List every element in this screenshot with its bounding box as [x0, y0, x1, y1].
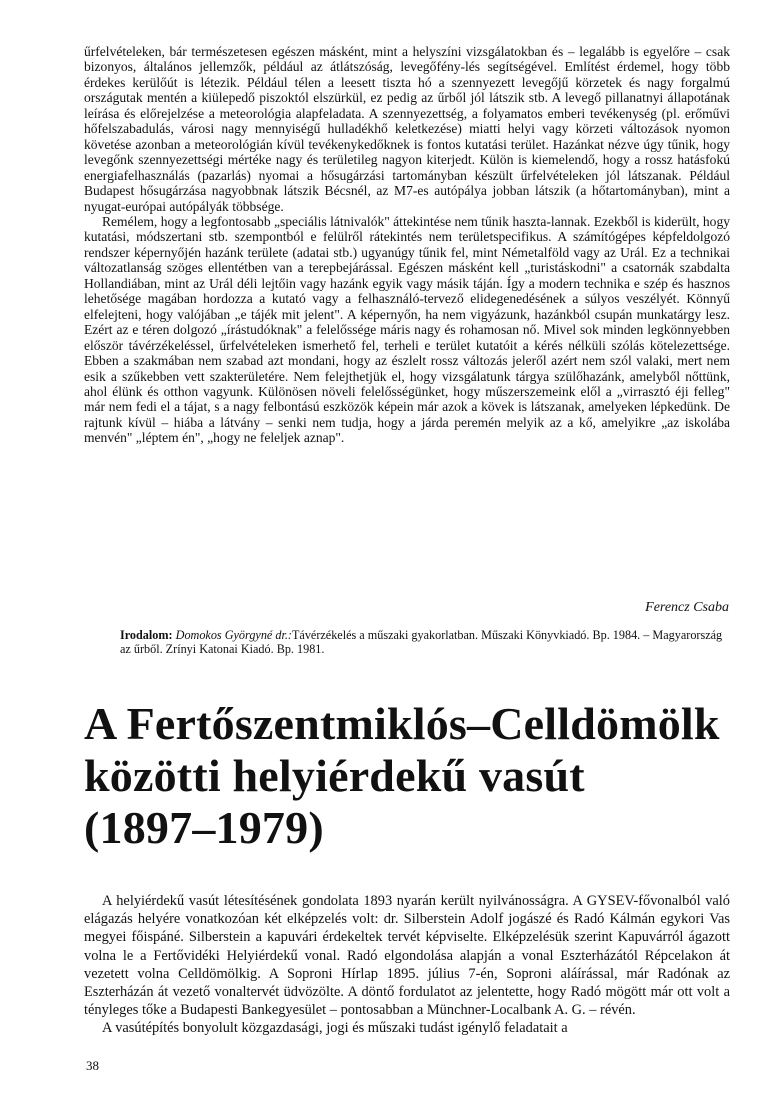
- reference-author: Domokos Györgyné dr.:: [175, 628, 292, 642]
- title-line: közötti helyiérdekű vasút: [84, 750, 585, 801]
- article-title: [84, 698, 744, 854]
- title-line: (1897–1979): [84, 802, 324, 853]
- paragraph: A helyiérdekű vasút létesítésének gondolata 1893 nyarán került nyilvánosságra. A GYSEV-fővonalból való elágazás helyére vonatkozóan két elképzelés volt: dr. Silberstein Adolf jogászé és Radó Kálmán egykori Vas megyei főispáné. Silberstein a kapuvári érdekeltek tervét képviselte. Elképzelésük szerint Kapuvárról ágazott volna le a Fertővidéki Helyiérdekű vonal. Radó elgondolása alapján a vonal Eszterházától Répcelakon át vezetett volna Celldömölkig. A Soproni Hírlap 1895. július 7-én, Soproni aláírással, már Radónak az Eszterházán át vezető vonaltervét üdvözölte. A döntő fordulatot az jelentette, hogy Radó mögött már ott volt a tényleges tőke a Budapesti Bankegyesület – pontosabban a Münchner-Localbank A. G. – révén.: [84, 893, 730, 1019]
- paragraph: Remélem, hogy a legfontosabb „speciális látnivalók" áttekintése nem tűnik haszta-lannak. Ezekből is kiderült, hogy kutatási, módszertani stb. szempontból e felülről rátekintés nem területspecifikus. A számítógépes képfeldolgozó rendszer képernyőjén hazánk területe (adatai stb.) ugyanúgy tűnik fel, mint Németalföld vagy az Urál. Ez a technikai változatlanság szöges ellentétben van a terepbejárással. Egészen másként kell „turistáskodni" a csatornák szabdalta Hollandiában, mint az Urál déli lejtőin vagy hazánk egyik vagy másik táján. Így a modern technika e szép és hasznos lehetősége magában hordozza a kutató vagy a felhasználó-tervező elidegenedésének a súlyos veszélyét. Könnyű elfelejteni, hogy valójában „e tájék mit jelent". A képernyőn, ha nem vigyázunk, hazánkból csupán munkatárgy lesz. Ezért az e téren dolgozó „írástudóknak" a felelőssége máris nagy és rohamosan nő. Mivel sok minden legkönnyebben először távérzékeléssel, űrfelvételeken ismerhető fel, terheli e terület kutatóit a kérés nélküli szólás kötelezettsége. Ebben a szakmában nem szabad azt mondani, hogy az észlelt rossz változás jeleről azért nem szól valaki, mert nem esik a szűkebben vett szakterületére. Nem felejthetjük el, hogy vizsgálatunk tárgya szülőhazánk, amelyből nőttünk, ahol élünk és otthon vagyunk. Különösen növeli felelősségünket, hogy műszerszemeink elől a „virrasztó éji felleg" már nem fedi el a tájat, s a nagy felbontású eszközök képein már azok a kövek is látszanak, amelyeken lépkedünk. De rajtunk kívül – hiába a látvány – senki nem tudja, hogy a járda peremén melyik az a kő, amelyikre „az iskolába menvén" „léptem én", „hogy ne feleljek aznap".: [84, 213, 730, 446]
- author-signature: Ferencz Csaba: [645, 600, 729, 615]
- article2-body: [84, 892, 730, 1038]
- references: [120, 628, 730, 657]
- title-line: A Fertőszentmiklós–Celldömölk: [84, 698, 720, 749]
- reference-text: Távérzékelés a műszaki gyakorlatban. Műszaki Könyvkiadó. Bp. 1984. – Magyarország az űrből. Zrínyi Katonai Kiadó. Bp. 1981.: [120, 628, 723, 657]
- paragraph: űrfelvételeken, bár természetesen egészen másként, mint a helyszíni vizsgálatokban és – legalább is egyelőre – csak bizonyos, általános jellemzők, például az átlátszóság, levegőfény-lés segítségével. Említést érdemel, hogy több érdekes kerülőút is létezik. Például télen a leesett tiszta hó a szennyezett levegőjű körzetek és nagy forgalmú országutak mentén a kiülepedő piszoktól elszürkül, ez pedig az űrből jól látszik stb. A levegő pillanatnyi állapotának leírása és előrejelzése a meteorológia alapfeladata. A szennyezettség, a folyamatos emberi tevékenység (pl. erőművi hőfelszabadulás, városi nagy mennyiségű hulladékhő keletkezése) miatti helyi vagy körzeti változások nyomon követése azonban a meteorológián kívül tevékenykedőknek is fontos kutatási terület. Hazánkat nézve úgy tűnik, hogy levegőnk szennyezettségi mértéke nagy és területileg nagyon kiterjedt. Külön is kiemelendő, hogy a rossz hatásfokú energiafelhasználás (pazarlás) nyomai a hősugárzási tartományban készült űrfelvételeken jól látszanak. Például Budapest hősugárzása nagyobbnak látszik Bécsnél, az M7-es autópálya jobban látszik (a hőtartományban), mint a nyugat-európai autópályák többsége.: [84, 44, 730, 214]
- article1-body: [84, 44, 730, 446]
- page-number: 38: [86, 1058, 99, 1073]
- references-label: Irodalom:: [120, 628, 173, 642]
- paragraph: A vasútépítés bonyolult közgazdasági, jogi és műszaki tudást igénylő feladatait a: [102, 1020, 568, 1037]
